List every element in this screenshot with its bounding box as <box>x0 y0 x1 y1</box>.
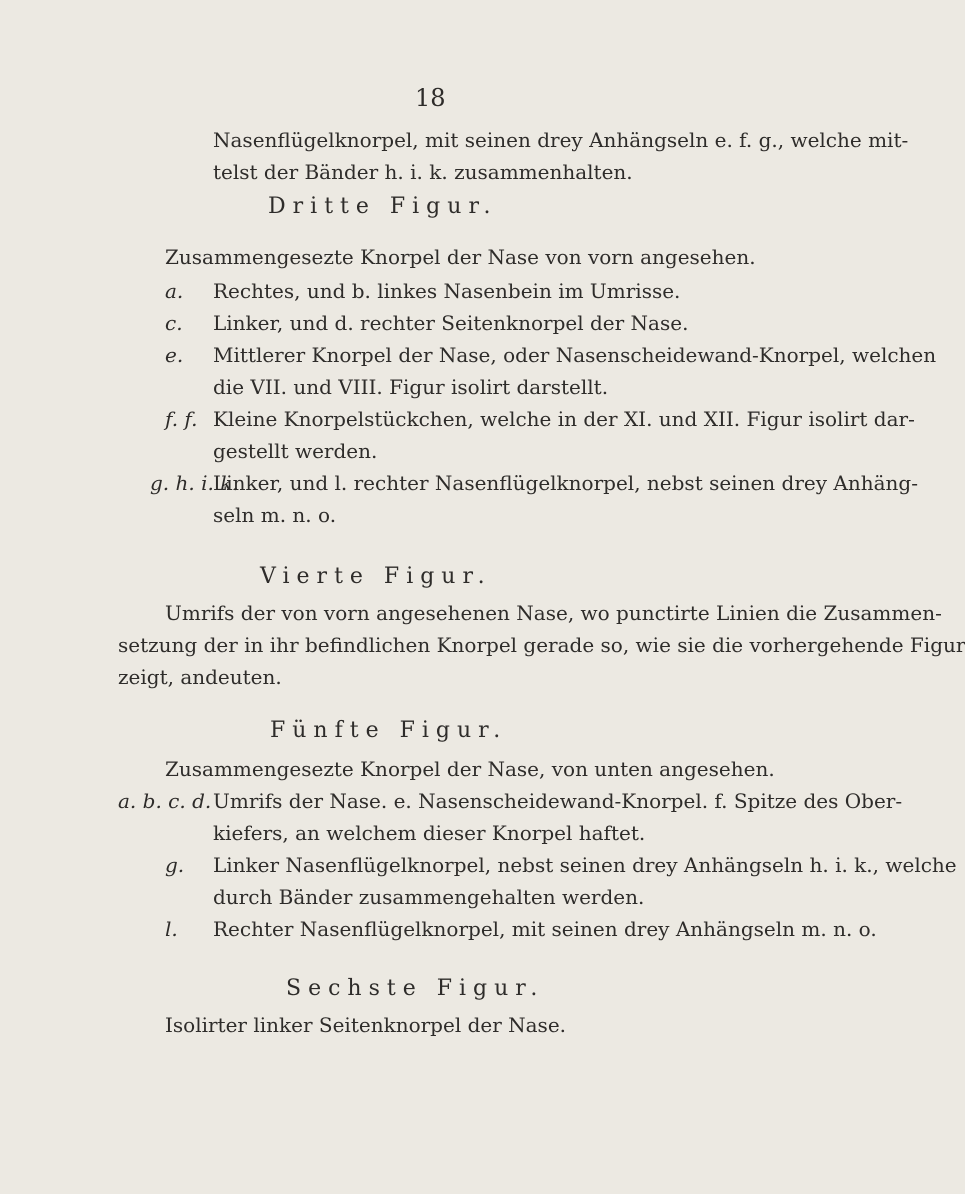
entry-text: Linker, und d. rechter Seitenknorpel der Nase. <box>213 311 689 335</box>
entry-key: g. h. i. k. <box>150 471 239 495</box>
entry-text-continued: durch Bänder zusammengehalten werden. <box>213 885 645 909</box>
entry-text: Linker Nasenflügelknorpel, nebst seinen drey Anhängseln h. i. k., welche <box>213 853 957 877</box>
intro-line-2: telst der Bänder h. i. k. zusammenhalten. <box>213 160 633 184</box>
section5-intro: Zusammengesezte Knorpel der Nase, von unten angesehen. <box>165 757 775 781</box>
entry-key: f. f. <box>165 407 198 431</box>
entry-text-continued: die VII. und VIII. Figur isolirt darstellt. <box>213 375 609 399</box>
section6-line-1: Isolirter linker Seitenknorpel der Nase. <box>165 1013 567 1037</box>
entry-key: e. <box>165 343 184 367</box>
page-number: 18 <box>415 84 446 112</box>
entry-text: Rechter Nasenflügelknorpel, mit seinen drey Anhängseln m. n. o. <box>213 917 877 941</box>
section4-line-3: zeigt, andeuten. <box>118 665 282 689</box>
section-heading-dritte-figur: Dritte Figur. <box>268 194 498 219</box>
entry-text-continued: gestellt werden. <box>213 439 378 463</box>
entry-text: Linker, und l. rechter Nasenflügelknorpel, nebst seinen drey Anhäng- <box>213 471 918 495</box>
entry-key: l. <box>165 917 178 941</box>
entry-key: a. b. c. d. <box>118 789 212 813</box>
entry-text: Kleine Knorpelstückchen, welche in der XI. und XII. Figur isolirt dar- <box>213 407 915 431</box>
entry-text: Umrifs der Nase. e. Nasenscheidewand-Knorpel. f. Spitze des Ober- <box>213 789 903 813</box>
entry-key: a. <box>165 279 184 303</box>
section-heading-sechste-figur: Sechste Figur. <box>286 976 545 1001</box>
section-heading-vierte-figur: Vierte Figur. <box>260 564 492 589</box>
entry-text: Mittlerer Knorpel der Nase, oder Nasenscheidewand-Knorpel, welchen <box>213 343 937 367</box>
entry-key: g. <box>165 853 185 877</box>
entry-text-continued: seln m. n. o. <box>213 503 337 527</box>
entry-text-continued: kiefers, an welchem dieser Knorpel haftet. <box>213 821 646 845</box>
section4-line-1: Umrifs der von vorn angesehenen Nase, wo punctirte Linien die Zusammen- <box>165 601 942 625</box>
section-heading-fuenfte-figur: Fünfte Figur. <box>270 718 508 743</box>
entry-key: c. <box>165 311 183 335</box>
section3-intro: Zusammengesezte Knorpel der Nase von vorn angesehen. <box>165 245 756 269</box>
intro-line-1: Nasenflügelknorpel, mit seinen drey Anhängseln e. f. g., welche mit- <box>213 128 909 152</box>
entry-text: Rechtes, und b. linkes Nasenbein im Umrisse. <box>213 279 681 303</box>
section4-line-2: setzung der in ihr befindlichen Knorpel gerade so, wie sie die vorhergehende Figur <box>118 633 965 657</box>
